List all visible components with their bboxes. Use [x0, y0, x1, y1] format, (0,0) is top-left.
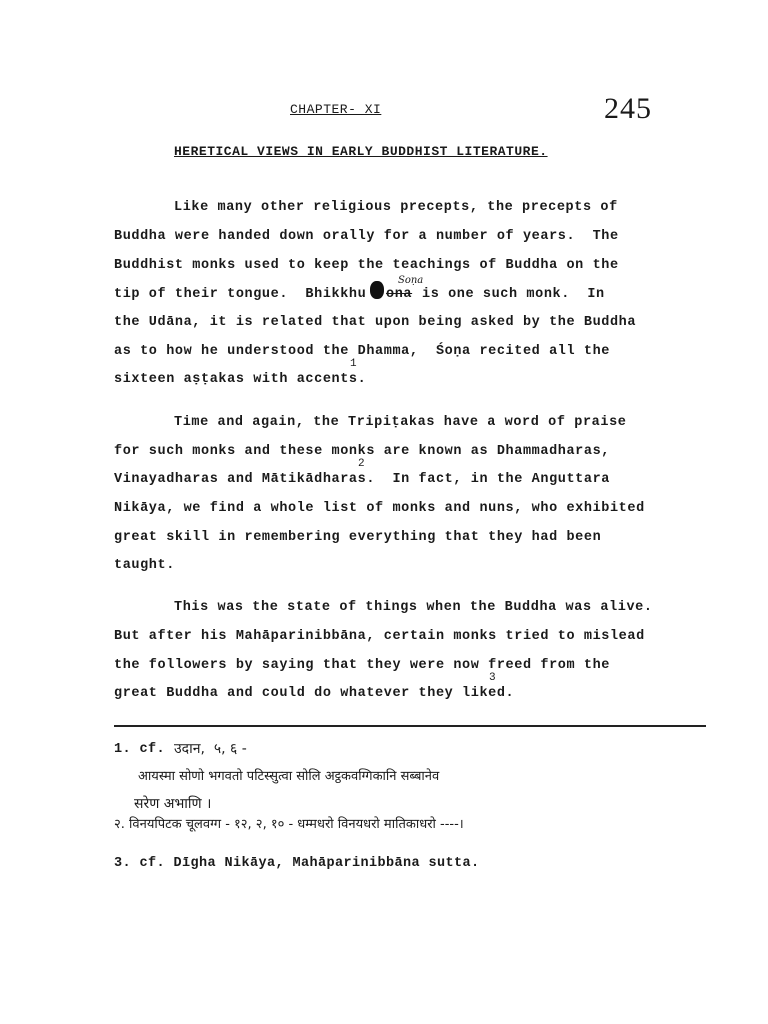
- handwritten-insert: Soṇa: [398, 275, 424, 286]
- text-line: Like many other religious precepts, the precepts of: [174, 200, 618, 215]
- text-line: for such monks and these monks are known as Dhammadharas,: [114, 444, 610, 459]
- page-number: 245: [604, 92, 652, 125]
- text-line: the followers by saying that they were now freed from the: [114, 658, 610, 673]
- chapter-title: HERETICAL VIEWS IN EARLY BUDDHIST LITERATURE.: [174, 144, 548, 159]
- text-line: is one such monk. In: [422, 287, 605, 302]
- footnote-1-quote: आयस्मा सोणो भगवतो पटिस्सुत्वा सोलि अट्ठकवग्गिकानि सब्बानेव: [138, 769, 440, 784]
- ink-blot: [370, 281, 384, 299]
- footnote-1-source: उदान, ५, ६ -: [174, 741, 247, 757]
- text-line: the Udāna, it is related that upon being asked by the Buddha: [114, 315, 637, 330]
- footnote-marker: 3: [489, 672, 496, 684]
- text-line: Vinayadharas and Mātikādharas. In fact, in the Anguttara: [114, 472, 610, 487]
- footnote-marker: 1: [350, 358, 357, 370]
- footnote-2: २. विनयपिटक चूलवग्ग - १२, २, १० - धम्मधरो विनयधरो मातिकाधरो ----।: [114, 817, 464, 832]
- text-line: tip of their tongue. Bhikkhu: [114, 287, 367, 302]
- footnote-1-quote-end: सरेण अभाणि ।: [134, 796, 212, 812]
- text-line: This was the state of things when the Buddha was alive.: [174, 600, 653, 615]
- text-line: Nikāya, we find a whole list of monks and nuns, who exhibited: [114, 501, 645, 516]
- text-line: sixteen aṣṭakas with accents.: [114, 372, 367, 387]
- footnote-3: 3. cf. Dīgha Nikāya, Mahāparinibbāna sutta.: [114, 856, 480, 871]
- text-line: great skill in remembering everything that they had been: [114, 530, 602, 545]
- text-line: Buddha were handed down orally for a number of years. The: [114, 229, 619, 244]
- text-line: Buddhist monks used to keep the teachings of Buddha on the: [114, 258, 619, 273]
- text-line: as to how he understood the Dhamma, Śoṇa recited all the: [114, 344, 610, 359]
- footnote-marker: 2: [358, 458, 365, 470]
- text-line: great Buddha and could do whatever they liked.: [114, 686, 515, 701]
- text-line: Time and again, the Tripiṭakas have a word of praise: [174, 415, 627, 430]
- text-line: But after his Mahāparinibbāna, certain monks tried to mislead: [114, 629, 645, 644]
- chapter-heading: CHAPTER- XI: [290, 102, 382, 117]
- text-line: taught.: [114, 558, 175, 573]
- footnote-1-prefix: 1. cf.: [114, 742, 166, 757]
- footnote-divider: [114, 725, 706, 727]
- struck-text: ona: [386, 287, 413, 302]
